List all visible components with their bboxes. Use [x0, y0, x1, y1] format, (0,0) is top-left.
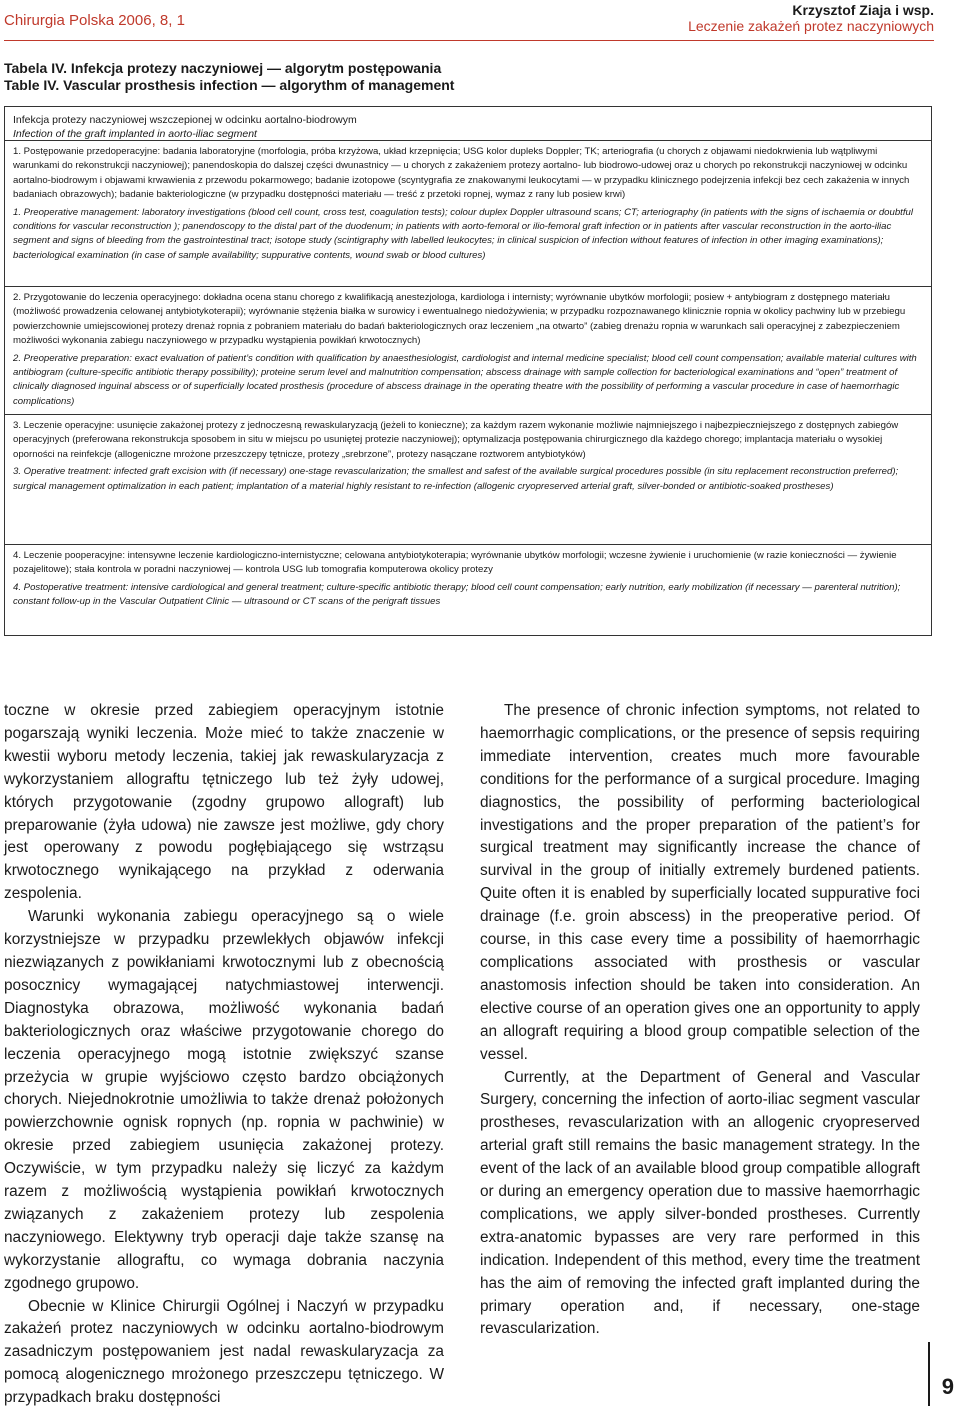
table-section-3 — [5, 415, 931, 545]
table-section-2 — [5, 287, 931, 415]
header-topic: Leczenie zakażeń protez naczyniowych — [688, 18, 934, 34]
left-paragraph: toczne w okresie przed zabiegiem operacyjnym istotnie pogarszają wyniki leczenia. Może mieć to także znaczenie w kwestii wyboru metody leczenia, takiej jak rewaskularyzacja z wykorzystaniem allograftu tętniczego lub też żyły udowej, których przygotowanie (zgodny grupowo allograft) lub preparowanie (żyła udowa) nie zawsze jest możliwe, gdy chory jest operowany z powodu pogłębiającego się wstrząsu krwotocznego wynikającego na przykład z oderwania zespolenia. — [4, 702, 444, 903]
section-3-pl: 3. Leczenie operacyjne: usunięcie zakażonej protezy z jednoczesną rewaskularyzacją (jeżeli to konieczne); za każdym razem wykonanie możliwie najmniejszego i najbezpieczniejszego z dostępnych zabiegów operacyjnych (preferowana rekonstrukcja sposobem in situ w miejscu po usuniętej protezie naczyniowej); optymalizacja postępowania chirurgicznego dla każdego chorego; implantacja materiału o wysokiej oporności na reinfekcje (allogeniczne mrożone przeszczepy tętnicze, protezy „srebrzone”, protezy nasączane roztworem antybiotyków) — [13, 420, 899, 460]
table-title — [4, 60, 454, 94]
table-subtitle-en: Infection of the graft implanted in aorto-iliac segment — [13, 128, 257, 140]
journal-name: Chirurgia Polska 2006, 8, 1 — [4, 12, 185, 29]
table-title-pl: Tabela IV. Infekcja protezy naczyniowej — algorytm postępowania — [4, 60, 442, 76]
section-3-en: 3. Operative treatment: infected graft excision with (if necessary) one-stage revascularization; the smallest and safest of the available surgical procedures possible (in situ replacement reconstruction preferred); surgical management optimalization in each patient; implantation of a material highly resistant to re-infection (allogenic cryopreserved arterial graft, silver-bonded or antibiotic-soaked prostheses) — [13, 466, 899, 492]
left-paragraph: Obecnie w Klinice Chirurgii Ogólnej i Naczyń w przypadku zakażeń protez naczyniowych w odcinku aortalno-biodrowym zasadniczym postępowaniem jest nadal rewaskularyzacja za pomocą alogenicznego mrożonego przeszczepu tętniczego. W przypadkach braku dostępności — [4, 1297, 444, 1407]
header-rule — [4, 40, 934, 41]
right-paragraph: Currently, at the Department of General and Vascular Surgery, concerning the infection of aorto-iliac segment vascular prostheses, revascularization with an allogenic cryopreserved arterial graft still remains the basic management strategy. In the event of the lack of an available blood group compatible allograft or during an emergency operation due to massive haemorrhagic complications, we apply silver-bonded prostheses. Currently extra-anatomic bypasses are very rare performed in this indication. Independent of this method, every time the treatment has the aim of removing the infected graft implanted during the primary operation and, if necessary, one-stage revascularization. — [480, 1068, 920, 1338]
left-column-polish — [4, 700, 444, 1410]
left-paragraph: Warunki wykonania zabiegu operacyjnego są o wiele korzystniejsze w przypadku przewlekłych objawów infekcji niezwiązanych z powikłaniami krwotocznymi lub z obecnością posocznicy wymagającej natychmiastowej interwencji. Diagnostyka obrazowa, możliwość wykonania badań bakteriologicznych oraz właściwe przygotowanie chorego do leczenia operacyjnego mogą istotnie zwiększyć szanse przeżycia w grupie wyjściowo często bardzo obciążonych chorych. Niejednokrotnie umożliwia to także drenaż położonych powierzchownie ognisk ropnych (np. ropnia w pachwinie) w okresie przed zabiegiem usunięcia zakażonej protezy. Oczywiście, w tym przypadku należy się liczyć za każdym razem z możliwością wystąpienia powikłań krwotocznych związanych z zakażeniem protezy lub zespolenia naczyniowego. Elektywny tryb operacji daje także szansę na wykorzystanie allograftu, co wymaga dobrania naczynia zgodnego grupowo. — [4, 908, 444, 1292]
table-header — [5, 107, 931, 141]
section-2-pl: 2. Przygotowanie do leczenia operacyjnego: dokładna ocena stanu chorego z kwalifikacją anestezjologa, kardiologa i internisty; wyrównanie ubytków morfologii; posiew + antybiogram z dostępnego materiału (możliwość prowadzenia celowanej antybiotykoterapii); wyrównanie stężenia białka w surowicy i ewentualnego niedożywienia; w przypadku rozpoznawanego klinicznie ropnia w okolicy pachwiny lub w przebiegu powierzchownie umiejscowionej protezy drenaż ropnia z pobraniem materiału do badań bakteriologicznych oraz leczeniem „na otwarto” (zabieg drenażu ropnia w warunkach sali operacyjnej z zabezpieczeniem możliwości wykonania zabiegu naczyniowego w przypadku wystąpienia powikłań krwotocznych) — [13, 292, 906, 347]
table-subtitle-pl: Infekcja protezy naczyniowej wszczepionej w odcinku aortalno-biodrowym — [13, 114, 357, 126]
right-paragraph: The presence of chronic infection symptoms, not related to haemorrhagic complications, or the presence of sepsis requiring immediate intervention, creates much more favourable conditions for the performance of a surgical procedure. Imaging diagnostics, the possibility of performing bacteriological investigations and the proper preparation of the patient’s for surgical treatment may significantly increase the chance of survival in the group of initially extremely burdened patients. Quite often it is enabled by superficially located suppurative foci drainage (f.e. groin abscess) in the preoperative period. Of course, in this case every time a possibility of haemorrhagic complications associated with prosthesis or vascular anastomosis infection should be taken into consideration. An elective course of an operation gives one an opportunity to apply an allograft requiring a blood group compatible selection of the vessel. — [480, 702, 920, 1063]
right-column-english — [480, 700, 920, 1341]
section-4-pl: 4. Leczenie pooperacyjne: intensywne leczenie kardiologiczno-internistyczne; celowana antybiotykoterapia; wyrównanie ubytków morfologii; wczesne żywienie i uruchomienie (w razie konieczności — żywienie pozajelitowe); stała kontrola w poradni naczyniowej — kontrola USG lub tomografia komputerowa okolicy protezy — [13, 550, 897, 576]
section-2-en: 2. Preoperative preparation: exact evaluation of patient’s condition with qualification by anaesthesiologist, cardiologist and internal medicine specialist; blood cell count compensation; available material cultures with antibiogram (culture-specific antibiotic therapy possibility); proteine serum level and malnutrition compensation; abscess drainage with sample collection for bacteriological examinations and “open” treatment of clinically diagnosed inguinal abscess or of superficially located prosthesis (procedure of abscess drainage in the operating theatre with the possibility of performing a vascular procedure in case of haemorrhagic complications) — [13, 352, 917, 407]
section-4-en: 4. Postoperative treatment: intensive cardiological and general treatment; culture-specific antibiotic therapy; blood cell count compensation; early nutrition, early mobilization (if necessary — parenteral nutrition); constant follow-up in the Vascular Outpatient Clinic — ultrasound or CT scans of the perigraft tissues — [13, 581, 901, 608]
header-right — [688, 2, 934, 34]
section-1-en: 1. Preoperative management: laboratory investigations (blood cell count, cross test, coagulation tests); colour duplex Doppler ultrasound scans; CT; arteriography (in patients with the signs of ischaemia or doubtful conditions for vascular reconstruction ); panendoscopy to the distal part of the duodenum; in patients with aorto-femoral or ilio-femoral graft infection or in patients after vascular reconstruction in the aorto-iliac segment and signs of bleeding from the gastrointestinal tract; isotope study (scintigraphy with labelled leukocytes; in clinical suspicion of infection without features of infection in other imaging examinations); bacteriological examination (in case of sample availability; suppurative contents, wound swab or blood cultures) — [13, 206, 913, 261]
page-number: 9 — [941, 1374, 954, 1399]
section-1-pl: 1. Postępowanie przedoperacyjne: badania laboratoryjne (morfologia, próba krzyżowa, układ krzepnięcia; USG kolor dupleks Doppler; TK; arteriografia (u chorych z objawami niedokrwienia lub wątpliwymi warunkami do rekonstrukcji naczyniowej); panendoskopia do dalszej części dwunastnicy — u chorych z zakażeniem protezy aortalno- lub biodrowo-udowej oraz u chorych po rekonstrukcji naczyniowej w odcinku aortalno-biodrowym i objawami krwawienia z przewodu pokarmowego; badanie izotopowe (scyntygrafia ze znakowanymi leukocytami — w przypadku klinicznego podejrzenia infekcji bez cech zakażenia w innych badaniach obrazowych); badanie bakteriologiczne (w przypadku dostępności materiału — treść z przetoki ropnej, wymaz z rany lub posiew krwi) — [13, 146, 910, 201]
management-table — [4, 106, 932, 636]
header-author: Krzysztof Ziaja i wsp. — [792, 2, 934, 18]
running-header — [4, 2, 934, 42]
table-title-en: Table IV. Vascular prosthesis infection — algorythm of management — [4, 77, 455, 93]
table-section-1 — [5, 141, 931, 287]
table-section-4 — [5, 545, 931, 635]
page-number-bar — [928, 1342, 930, 1406]
